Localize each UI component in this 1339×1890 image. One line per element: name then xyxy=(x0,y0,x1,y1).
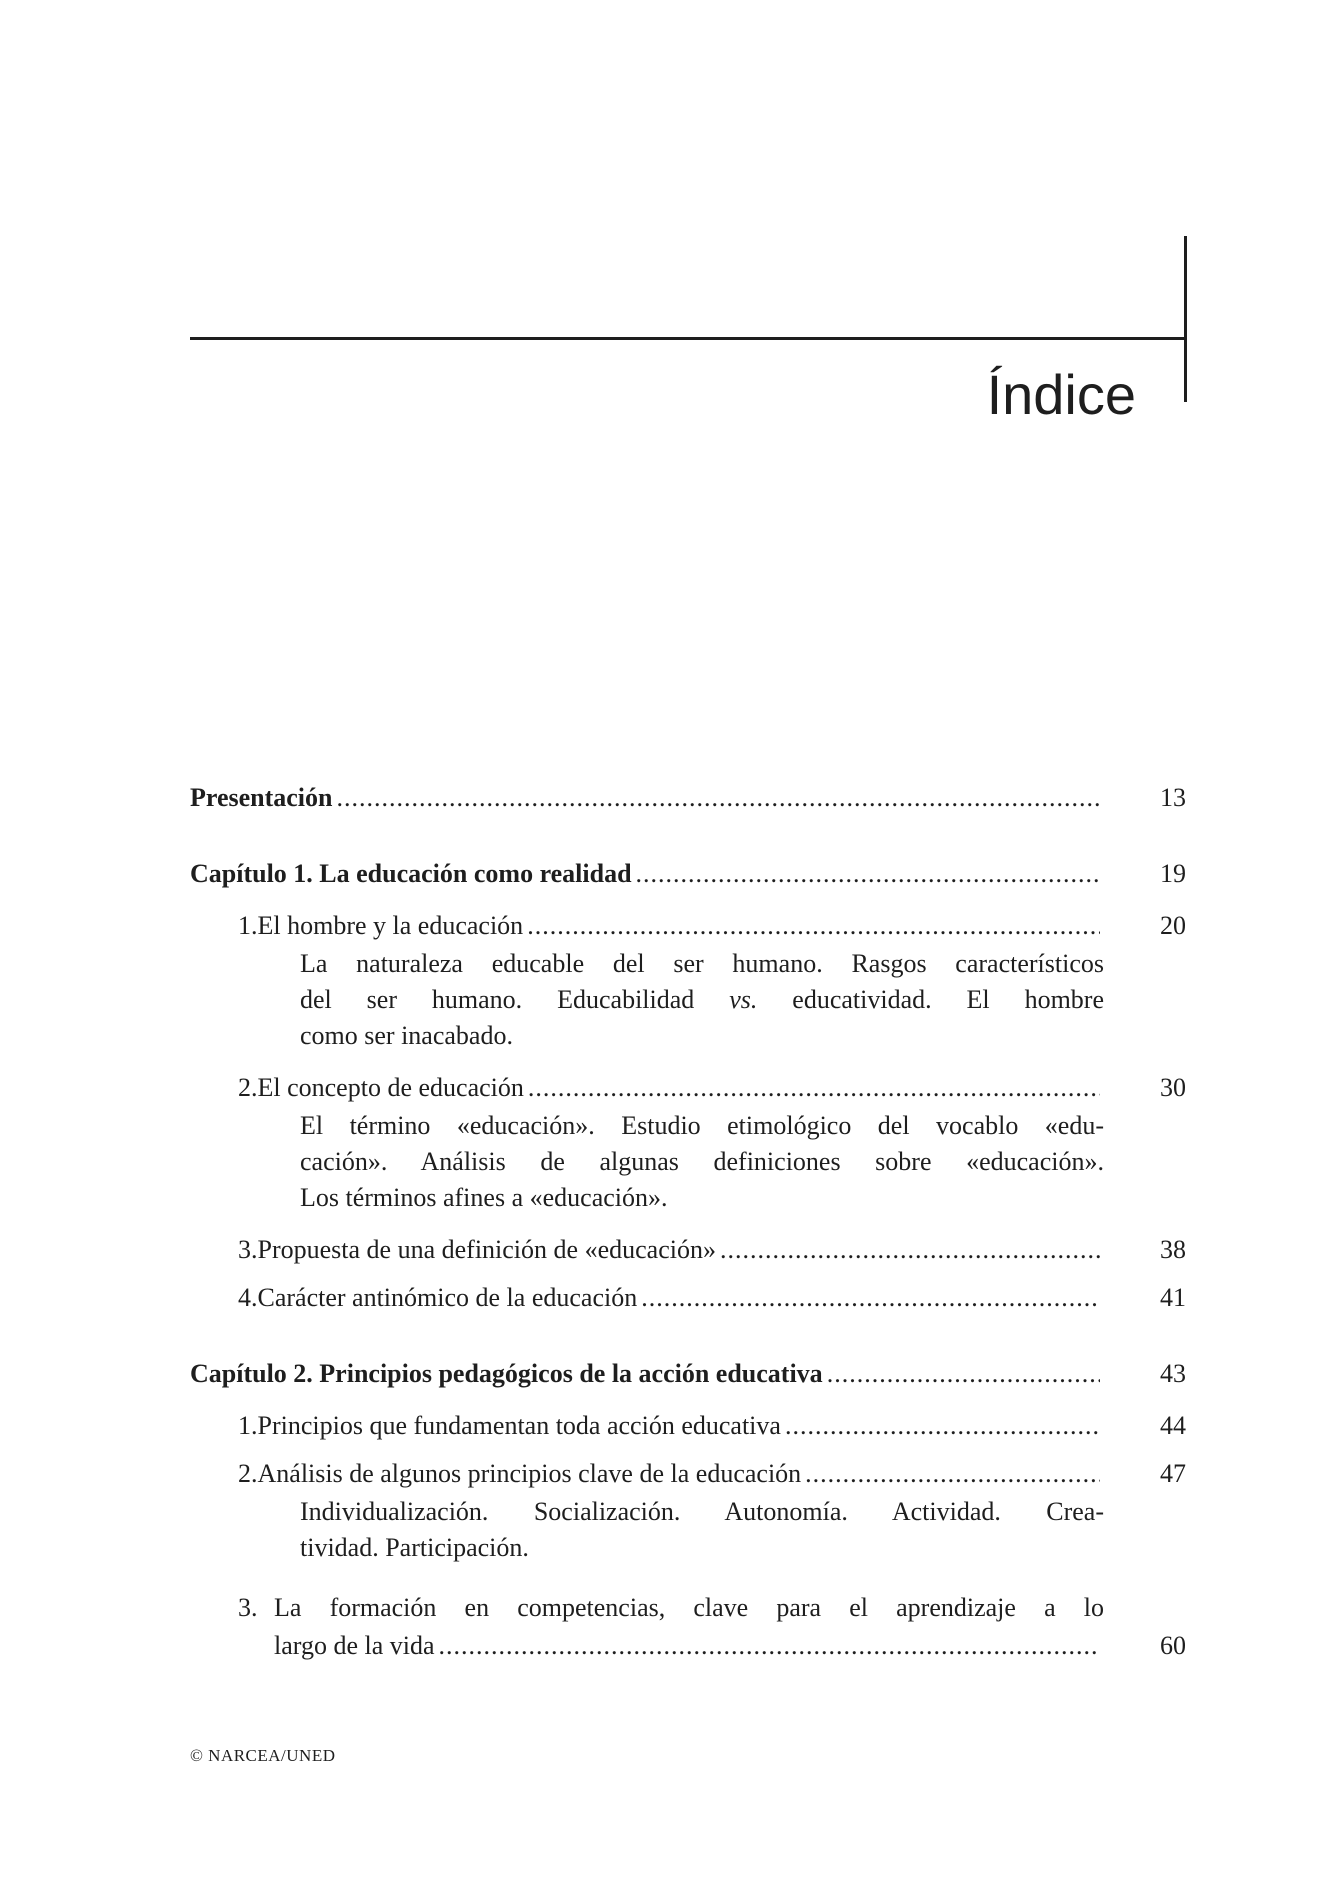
toc-page-number: 38 xyxy=(1160,1235,1186,1264)
section-description xyxy=(300,1494,1104,1566)
toc-entry-label-line-2: largo de la vida xyxy=(274,1631,435,1660)
toc-page-number: 41 xyxy=(1160,1283,1186,1312)
dot-leader xyxy=(827,1356,1100,1392)
toc-entry-label: Principios que fundamentan toda acción educativa xyxy=(257,1411,781,1440)
toc-entry-label: Análisis de algunos principios clave de la educación xyxy=(257,1459,802,1488)
toc-page-number: 19 xyxy=(1160,859,1186,888)
dot-leader xyxy=(337,780,1101,816)
toc-entry-label: El concepto de educación xyxy=(257,1073,524,1102)
description-line: Los términos afines a «educación». xyxy=(300,1183,668,1212)
toc-page-number: 60 xyxy=(1160,1631,1186,1660)
dot-leader xyxy=(527,908,1100,944)
section-number: 4. xyxy=(238,1283,258,1312)
toc-entry-section[interactable] xyxy=(190,1070,1186,1106)
description-line: tividad. Participación. xyxy=(300,1533,529,1562)
toc-entry-label: Propuesta de una definición de «educación» xyxy=(257,1235,716,1264)
section-number: 2. xyxy=(238,1073,258,1102)
toc-entry-label: Carácter antinómico de la educación xyxy=(257,1283,638,1312)
section-description xyxy=(300,946,1104,1054)
dot-leader xyxy=(720,1232,1100,1268)
dot-leader xyxy=(636,856,1100,892)
description-line: La naturaleza educable del ser humano. Rasgos característicos xyxy=(300,949,1104,978)
section-description xyxy=(300,1108,1104,1216)
toc-entry-section[interactable] xyxy=(190,1408,1186,1444)
section-number: 3. xyxy=(238,1593,258,1622)
toc-page-number: 47 xyxy=(1160,1459,1186,1488)
dot-leader xyxy=(641,1280,1100,1316)
description-line: El término «educación». Estudio etimológico del vocablo «edu- xyxy=(300,1111,1104,1140)
header-rule-horizontal xyxy=(190,337,1186,340)
section-number: 1. xyxy=(238,911,258,940)
section-number: 2. xyxy=(238,1459,258,1488)
section-number: 1. xyxy=(238,1411,258,1440)
description-line: cación». Análisis de algunas definiciones sobre «educación». xyxy=(300,1147,1104,1176)
toc-entry-label: Capítulo 2. Principios pedagógicos de la acción educativa xyxy=(190,1359,823,1388)
copyright-footer: © NARCEA/UNED xyxy=(190,1746,336,1765)
page-title: Índice xyxy=(986,363,1136,426)
toc-page-number: 30 xyxy=(1160,1073,1186,1102)
header-rule-vertical xyxy=(1184,236,1187,402)
toc-entry-label: Presentación xyxy=(190,783,333,812)
dot-leader xyxy=(528,1070,1100,1106)
description-line: Individualización. Socialización. Autonomía. Actividad. Crea- xyxy=(300,1497,1104,1526)
toc-page-number: 44 xyxy=(1160,1411,1186,1440)
italic-abbreviation: vs. xyxy=(729,985,758,1014)
toc-entry-chapter-2[interactable] xyxy=(190,1356,1186,1392)
toc-entry-section[interactable] xyxy=(190,1456,1186,1492)
dot-leader xyxy=(439,1628,1100,1664)
toc-entry-section[interactable] xyxy=(190,1232,1186,1268)
toc-page-number: 43 xyxy=(1160,1359,1186,1388)
toc-page-number: 13 xyxy=(1160,783,1186,812)
toc-entry-section-first-line[interactable] xyxy=(190,1590,1186,1626)
toc-entry-label-line-1: La formación en competencias, clave para el aprendizaje a lo xyxy=(274,1593,1104,1622)
dot-leader xyxy=(785,1408,1100,1444)
table-of-contents xyxy=(190,780,1186,1664)
toc-entry-label: Capítulo 1. La educación como realidad xyxy=(190,859,632,888)
toc-page-number: 20 xyxy=(1160,911,1186,940)
toc-entry-label: El hombre y la educación xyxy=(257,911,524,940)
section-number: 3. xyxy=(238,1235,258,1264)
description-line: como ser inacabado. xyxy=(300,1021,513,1050)
toc-entry-presentation[interactable] xyxy=(190,780,1186,816)
toc-entry-section[interactable] xyxy=(190,908,1186,944)
description-line: del ser humano. Educabilidad vs. educatividad. El hombre xyxy=(300,985,1104,1014)
toc-entry-chapter-1[interactable] xyxy=(190,856,1186,892)
toc-entry-section[interactable] xyxy=(190,1280,1186,1316)
dot-leader xyxy=(805,1456,1100,1492)
toc-entry-section-second-line[interactable] xyxy=(190,1628,1186,1664)
